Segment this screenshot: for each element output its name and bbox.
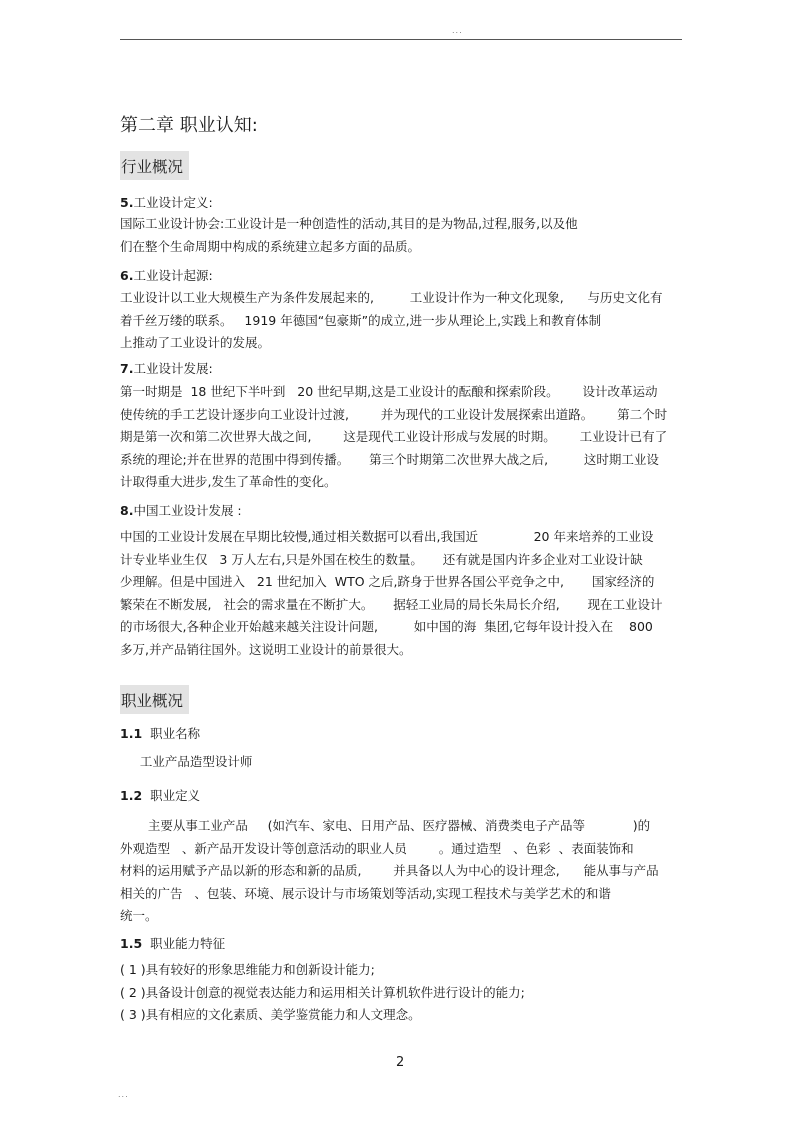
list-item: ( 2 )具备设计创意的视觉表达能力和运用相关计算机软件进行设计的能力; — [120, 984, 525, 1000]
text-line: 少理解。但是中国进入 21 世纪加入 WTO 之后,跻身于世界各国公平竞争之中, 国家经济的 — [120, 574, 655, 589]
header-rule — [120, 39, 682, 40]
text-line: 主要从事工业产品 (如汽车、家电、日用产品、医疗器械、消费类电子产品等 )的 — [120, 818, 651, 833]
text-line: 第一时期是 18 世纪下半叶到 20 世纪早期,这是工业设计的酝酿和探索阶段。 设计改革运动 — [120, 384, 658, 399]
text-line: 国际工业设计协会:工业设计是一种创造性的活动,其目的是为物品,过程,服务,以及他 — [120, 216, 578, 231]
section-title-industry-overview: 行业概况 — [120, 151, 189, 180]
footer-dots: ... — [118, 1090, 129, 1099]
item-heading-ability — [120, 934, 225, 952]
list-item: ( 1 )具有较好的形象思维能力和创新设计能力; — [120, 962, 375, 977]
text-line: 统一。 — [120, 908, 158, 923]
item-heading-origin — [120, 266, 213, 284]
item-heading-text: 工业设计发展: — [133, 361, 213, 376]
item-number: 5. — [120, 195, 134, 210]
text-line: 中国的工业设计发展在早期比较慢,通过相关数据可以看出,我国近 20 年来培养的工业设 — [120, 529, 654, 544]
paragraph-occupation-definition — [120, 815, 659, 928]
list-item: ( 3 )具有相应的文化素质、美学鉴赏能力和人文理念。 — [120, 1007, 421, 1022]
paragraph-origin — [120, 287, 663, 355]
item-heading-text: 职业能力特征 — [150, 936, 226, 951]
paragraph-development — [120, 381, 667, 494]
item-heading-development — [120, 359, 213, 377]
text-line: 们在整个生命周期中构成的系统建立起多方面的品质。 — [120, 238, 421, 254]
text-line: 工业产品造型设计师 — [120, 754, 253, 769]
item-heading-china — [120, 501, 242, 519]
item-number: 6. — [120, 268, 134, 283]
text-line: 材料的运用赋予产品以新的形态和新的品质, 并具备以人为中心的设计理念, 能从事与产品 — [120, 863, 659, 878]
text-line: 使传统的手工艺设计逐步向工业设计过渡, 并为现代的工业设计发展探索出道路。 第二个时 — [120, 406, 668, 422]
text-line: 相关的广告 、包装、环境、展示设计与市场策划等活动,实现工程技术与美学艺术的和谐 — [120, 885, 611, 901]
text-line: 着千丝万缕的联系。 1919 年德国“包豪斯”的成立,进一步从理论上,实践上和教育体制 — [120, 312, 602, 328]
item-number: 1.5 — [120, 936, 143, 951]
paragraph-occupation-name — [120, 751, 252, 774]
item-heading-text: 职业名称 — [150, 726, 201, 741]
header-dots: ... — [452, 26, 463, 35]
text-line: 的市场很大,各种企业开始越来越关注设计问题, 如中国的海 集团,它每年设计投入在 800 — [120, 619, 653, 634]
item-heading-occupation-definition — [120, 786, 200, 804]
item-number: 1.1 — [120, 726, 143, 741]
item-heading-occupation-name — [120, 724, 200, 742]
paragraph-definition — [120, 213, 578, 258]
text-line: 多万,并产品销往国外。这说明工业设计的前景很大。 — [120, 641, 412, 657]
text-line: 上推动了工业设计的发展。 — [120, 335, 271, 350]
item-number: 1.2 — [120, 788, 143, 803]
text-line: 计取得重大进步,发生了革命性的变化。 — [120, 474, 337, 489]
item-number: 8. — [120, 503, 134, 518]
item-heading-definition — [120, 193, 213, 211]
paragraph-china — [120, 526, 663, 661]
section-title-occupation-overview: 职业概况 — [120, 685, 189, 714]
text-line: 系统的理论;并在世界的范围中得到传播。 第三个时期第二次世界大战之后, 这时期工业设 — [120, 451, 659, 467]
item-heading-text: 工业设计定义: — [133, 195, 213, 210]
text-line: 繁荣在不断发展, 社会的需求量在不断扩大。 据轻工业局的局长朱局长介绍, 现在工业设计 — [120, 596, 663, 612]
text-line: 计专业毕业生仅 3 万人左右,只是外国在校生的数量。 还有就是国内许多企业对工业设计缺 — [120, 551, 643, 567]
item-number: 7. — [120, 361, 134, 376]
chapter-title: 第二章 职业认知: — [120, 115, 258, 136]
text-line: 外观造型 、新产品开发设计等创意活动的职业人员 。通过造型 、色彩 、表面装饰和 — [120, 840, 634, 856]
item-heading-text: 职业定义 — [150, 788, 201, 803]
item-heading-text: 工业设计起源: — [133, 268, 213, 283]
paragraph-ability — [120, 959, 525, 1027]
item-heading-text: 中国工业设计发展 : — [133, 503, 242, 518]
page-number: 2 — [396, 1055, 405, 1070]
text-line: 期是第一次和第二次世界大战之间, 这是现代工业设计形成与发展的时期。 工业设计已有了 — [120, 429, 668, 444]
text-line: 工业设计以工业大规模生产为条件发展起来的, 工业设计作为一种文化现象, 与历史文化有 — [120, 290, 663, 305]
